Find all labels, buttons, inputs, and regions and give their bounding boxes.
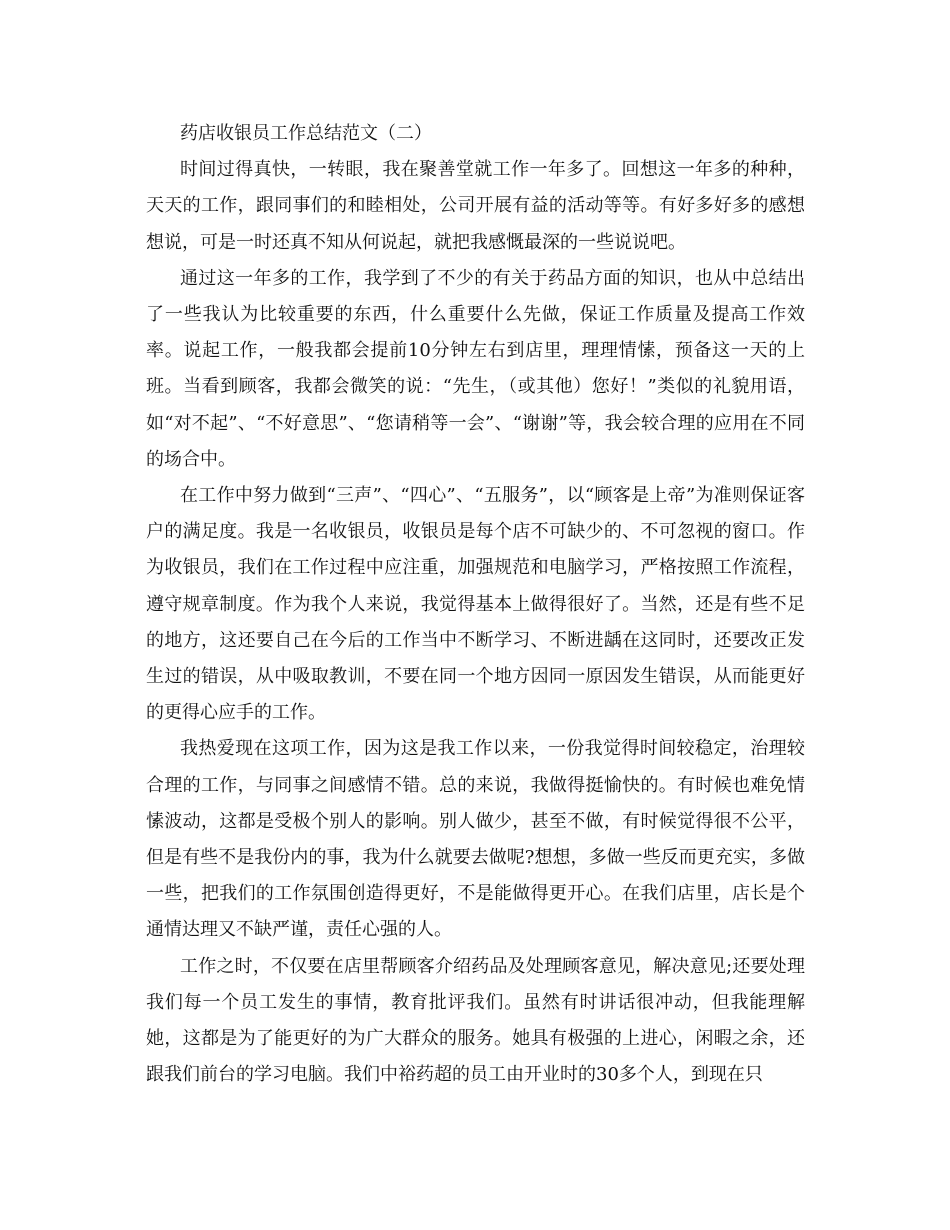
paragraph: 时间过得真快，一转眼，我在聚善堂就工作一年多了。回想这一年多的种种，天天的工作，跟同事们的和睦相处，公司开展有益的活动等等。有好多好多的感想想说，可是一时还真不知从何说起，就把我感慨最深的一些说说吧。 xyxy=(146,159,805,253)
paragraph: 通过这一年多的工作，我学到了不少的有关于药品方面的知识，也从中总结出了一些我认为比较重要的东西，什么重要什么先做，保证工作质量及提高工作效率。说起工作，一般我都会提前10分钟左右到店里，理理情愫，预备这一天的上班。当看到顾客，我都会微笑的说：“先生，（或其他）您好！”类似的礼貌用语，如“对不起”、“不好意思”、“您请稍等一会”、“谢谢”等，我会较合理的应用在不同的场合中。 xyxy=(146,267,805,470)
paragraph: 工作之时，不仅要在店里帮顾客介绍药品及处理顾客意见，解决意见;还要处理我们每一个员工发生的事情，教育批评我们。虽然有时讲话很冲动，但我能理解她，这都是为了能更好的为广大群众的服务。她具有极强的上进心，闲暇之余，还跟我们前台的学习电脑。我们中裕药超的员工由开业时的30多个人，到现在只 xyxy=(146,955,805,1086)
paragraph: 在工作中努力做到“三声”、“四心”、“五服务”，以“顾客是上帝”为准则保证客户的满足度。我是一名收银员，收银员是每个店不可缺少的、不可忽视的窗口。作为收银员，我们在工作过程中应注重，加强规范和电脑学习，严格按照工作流程，遵守规章制度。作为我个人来说，我觉得基本上做得很好了。当然，还是有些不足的地方，这还要自己在今后的工作当中不断学习、不断进龋在这同时，还要改正发生过的错误，从中吸取教训，不要在同一个地方因同一原因发生错误，从而能更好的更得心应手的工作。 xyxy=(146,485,805,724)
document-title: 药店收银员工作总结范文（二） xyxy=(180,123,432,144)
document-body xyxy=(146,116,805,1093)
paragraph: 我热爱现在这项工作，因为这是我工作以来，一份我觉得时间较稳定，治理较合理的工作，与同事之间感情不错。总的来说，我做得挺愉快的。有时候也难免情愫波动，这都是受极个别人的影响。别人做少，甚至不做，有时候觉得很不公平，但是有些不是我份内的事，我为什么就要去做呢?想想，多做一些反而更充实，多做一些，把我们的工作氛围创造得更好，不是能做得更开心。在我们店里，店长是个通情达理又不缺严谨，责任心强的人。 xyxy=(146,738,805,941)
